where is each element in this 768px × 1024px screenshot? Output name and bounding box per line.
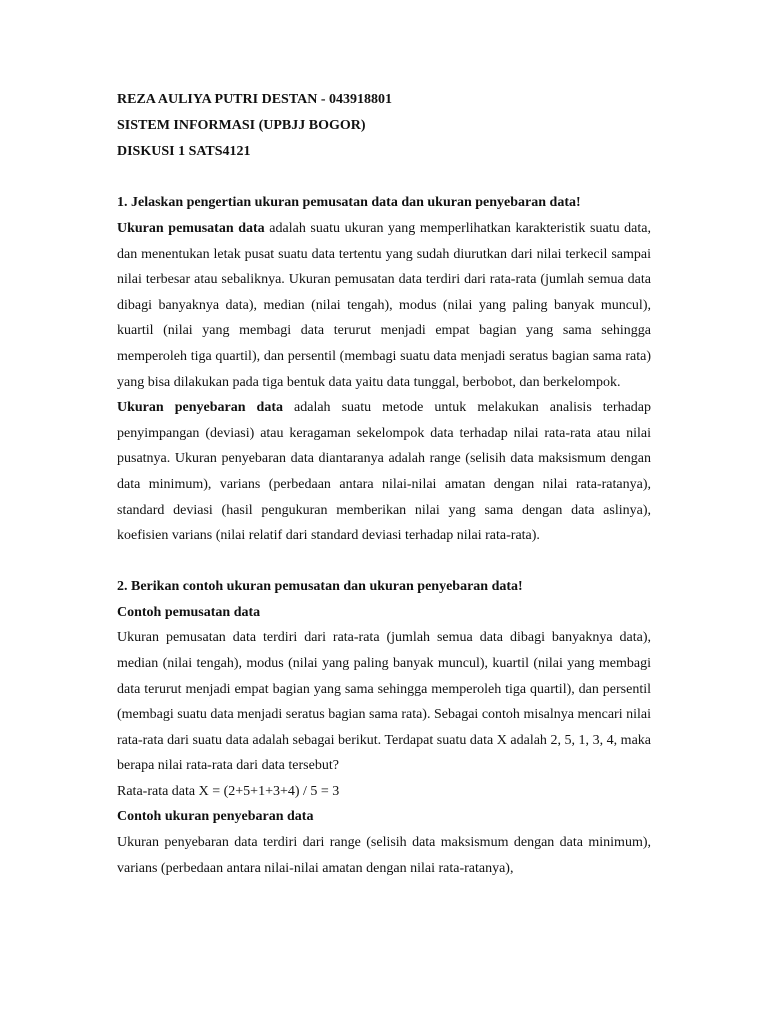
answer-1-paragraph-2-text: adalah suatu metode untuk melakukan analisis terhadap penyimpangan (deviasi) atau keragaman sekelompok data terhadap nilai rata-rata atau nilai pusatnya. Ukuran penyebaran data diantaranya adalah range (selisih data maksismum dengan data minimum), varians (perbedaan antara nilai-nilai amatan dengan nilai rata-ratanya), standard deviasi (hasil pengukuran memberikan nilai yang sama dengan data aslinya), koefisien varians (nilai relatif dari standard deviasi terhadap nilai rata-rata). bbox=[117, 400, 651, 544]
answer-2-paragraph-1: Ukuran pemusatan data terdiri dari rata-rata (jumlah semua data dibagi banyaknya data), median (nilai tengah), modus (nilai yang paling banyak muncul), kuartil (nilai yang membagi data terurut menjadi empat bagian yang sama sehingga memperoleh tiga quartil), dan persentil (membagi suatu data menjadi seratus bagian sama rata). Sebagai contoh misalnya mencari nilai rata-rata dari suatu data adalah sebagai berikut. Terdapat suatu data X adalah 2, 5, 1, 3, 4, maka berapa nilai rata-rata dari data tersebut? bbox=[117, 630, 651, 774]
answer-1-paragraph-2 bbox=[117, 395, 651, 549]
answer-1-paragraph-1-text: adalah suatu ukuran yang memperlihatkan karakteristik suatu data, dan menentukan letak pusat suatu data tertentu yang sudah diurutkan dari nilai terkecil sampai nilai terbesar atau sebaliknya. Ukuran pemusatan data terdiri dari rata-rata (jumlah semua data dibagi banyaknya data), median (nilai tengah), modus (nilai yang paling banyak muncul), kuartil (nilai yang membagi data terurut menjadi empat bagian yang sama sehingga memperoleh tiga quartil), dan persentil (membagi suatu data menjadi seratus bagian sama rata) yang bisa dilakukan pada tiga bentuk data yaitu data tunggal, berbobot, dan berkelompok. bbox=[117, 221, 651, 390]
answer-2-paragraph-2: Ukuran penyebaran data terdiri dari range (selisih data maksismum dengan data minimum), varians (perbedaan antara nilai-nilai amatan dengan nilai rata-ratanya), bbox=[117, 835, 651, 876]
subheading-contoh-penyebaran: Contoh ukuran penyebaran data bbox=[117, 809, 314, 825]
answer-1-paragraph-1 bbox=[117, 216, 651, 395]
question-2: 2. Berikan contoh ukuran pemusatan dan ukuran penyebaran data! bbox=[117, 578, 523, 594]
formula-rata-rata: Rata-rata data X = (2+5+1+3+4) / 5 = 3 bbox=[117, 783, 340, 799]
question-1: 1. Jelaskan pengertian ukuran pemusatan data dan ukuran penyebaran data! bbox=[117, 195, 581, 210]
program-line: SISTEM INFORMASI (UPBJJ BOGOR) bbox=[117, 118, 366, 133]
course-line: DISKUSI 1 SATS4121 bbox=[117, 144, 251, 159]
term-ukuran-pemusatan: Ukuran pemusatan data bbox=[117, 221, 265, 236]
term-ukuran-penyebaran: Ukuran penyebaran data bbox=[117, 400, 283, 416]
author-line: REZA AULIYA PUTRI DESTAN - 043918801 bbox=[117, 92, 392, 107]
spacer bbox=[117, 549, 651, 574]
subheading-contoh-pemusatan: Contoh pemusatan data bbox=[117, 604, 261, 620]
spacer bbox=[117, 165, 651, 190]
